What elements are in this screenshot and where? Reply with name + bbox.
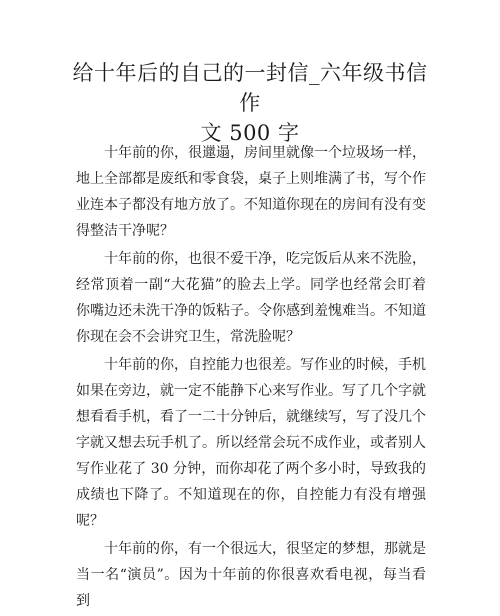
title-line-1: 给十年后的自己的一封信_六年级书信作 bbox=[72, 61, 428, 115]
letter-body bbox=[76, 140, 426, 616]
paragraph: 十年前的你，有一个很远大，很坚定的梦想，那就是当一名“演员”。因为十年前的你很喜欢看电视，每当看到 bbox=[76, 541, 426, 609]
document-title bbox=[70, 58, 430, 148]
paragraph: 十年前的你，自控能力也很差。写作业的时候，手机如果在旁边，就一定不能静下心来写作业。写了几个字就想看看手机，看了一二十分钟后，就继续写，写了没几个字就又想去玩手机了。所以经常会玩不成作业，或者别人写作业花了 30 分钟，而你却花了两个多小时，导致我的成绩也下降了。不知道现在的你，自控能力有没有增强呢？ bbox=[76, 357, 426, 529]
paragraph: 十年前的你，很邋遢，房间里就像一个垃圾场一样，地上全部都是废纸和零食袋，桌子上则堆满了书，写个作业连本子都没有地方放了。不知道你现在的房间有没有变得整洁干净呢？ bbox=[76, 145, 426, 239]
title-line-2: 文 500 字 bbox=[200, 121, 300, 145]
paragraph: 十年前的你，也很不爱干净，吃完饭后从来不洗脸，经常顶着一副“大花猫”的脸去上学。同学也经常会盯着你嘴边还未洗干净的饭粘子。令你感到羞愧难当。不知道你现在会不会讲究卫生，常洗脸呢？ bbox=[76, 251, 426, 345]
